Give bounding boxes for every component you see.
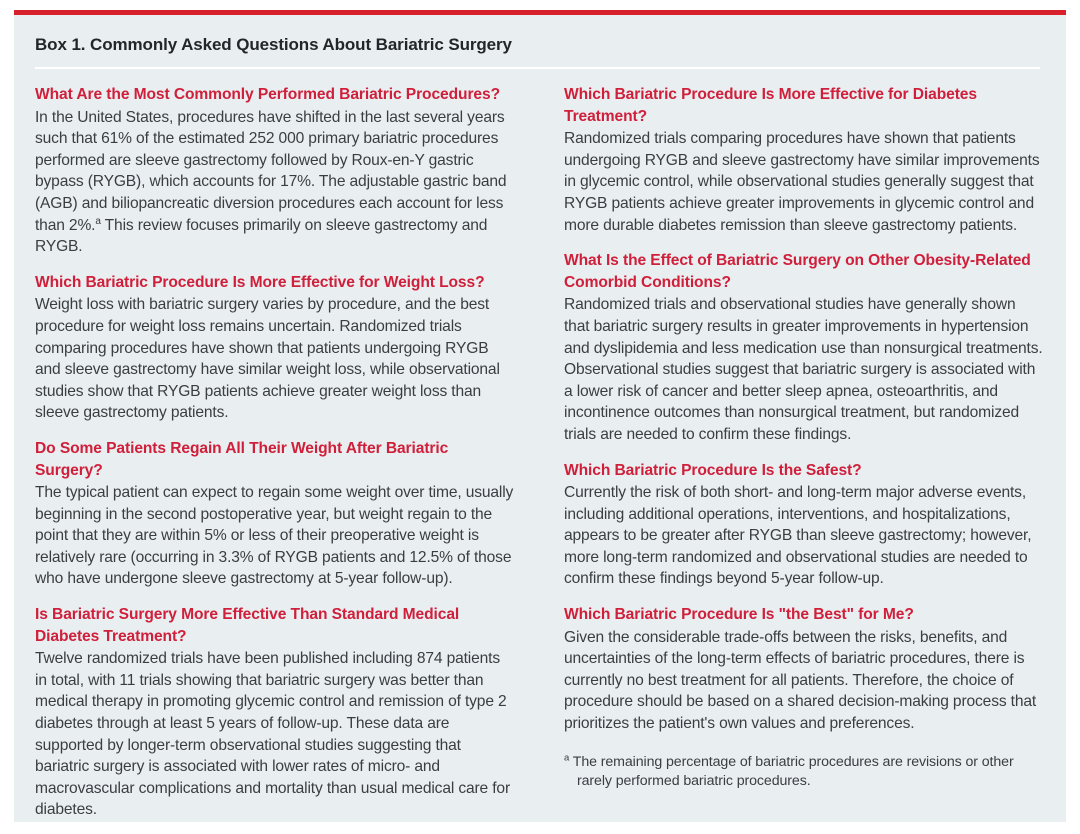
question-heading: Do Some Patients Regain All Their Weight After Bariatric Surgery? — [35, 439, 449, 479]
answer-text-main: In the United States, procedures have shifted in the last several years such that 61% of the estimated 252 000 primary bariatric procedures performed are sleeve gastrectomy followed by Roux-en-Y gastric bypass (RYGB), which accounts for 17%. The adjustable gastric band (AGB) and biliopancreatic diversion procedures each account for less than 2%. — [35, 108, 507, 234]
column-right — [564, 84, 1044, 821]
answer-text: Given the considerable trade-offs between the risks, benefits, and uncertainties of the long-term effects of bariatric procedures, there is currently no best treatment for all patients. Therefore, the choice of procedure should be based on a shared decision-making process that prioritizes the patient's own values and preferences. — [564, 628, 1037, 733]
answer-text: The typical patient can expect to regain some weight over time, usually beginning in the second postoperative year, but weight regain to the point that they are within 5% or less of their preoperative weight is relatively rare (occurring in 3.3% of RYGB patients and 12.5% of those who have undergone sleeve gastrectomy at 5-year follow-up). — [35, 484, 514, 588]
qa-section — [35, 272, 515, 424]
columns-container — [35, 84, 1044, 821]
question-heading: What Are the Most Commonly Performed Bariatric Procedures? — [35, 86, 500, 103]
qa-section — [35, 438, 515, 590]
box-panel — [14, 10, 1066, 822]
qa-section — [35, 604, 515, 821]
qa-section — [564, 460, 1044, 591]
question-heading: Which Bariatric Procedure Is the Safest? — [564, 461, 862, 479]
question-heading: Which Bariatric Procedure Is More Effective for Diabetes Treatment? — [564, 86, 977, 125]
column-left — [35, 84, 515, 821]
question-heading: Which Bariatric Procedure Is More Effective for Weight Loss? — [35, 273, 485, 291]
answer-text: Weight loss with bariatric surgery varies by procedure, and the best procedure for weight loss remains uncertain. Randomized trials comparing procedures have shown that patients undergoing RYGB and sleeve gastrectomy have similar weight loss, while observational studies show that RYGB patients achieve greater weight loss than sleeve gastrectomy patients. — [35, 296, 500, 422]
question-heading: Is Bariatric Surgery More Effective Than Standard Medical Diabetes Treatment? — [35, 606, 460, 645]
answer-text: Randomized trials and observational studies have generally shown that bariatric surgery results in greater improvements in hypertension and dyslipidemia and less medication use than nonsurgical treatments. Observational studies suggest that bariatric surgery is associated with a lower risk of cancer and better sleep apnea, osteoarthritis, and incontinence outcomes than nonsurgical treatment, but randomized trials are needed to confirm these findings. — [564, 296, 1043, 443]
answer-text: Currently the risk of both short- and long-term major adverse events, including additional operations, interventions, and hospitalizations, appears to be greater after RYGB than sleeve gastrectomy; however, more long-term randomized and observational studies are needed to confirm these findings beyond 5-year follow-up. — [564, 484, 1032, 588]
qa-section — [564, 604, 1044, 735]
footnote-text: The remaining percentage of bariatric procedures are revisions or other rarely performed bariatric procedures. — [569, 753, 1014, 790]
footnote-marker: a — [564, 751, 570, 763]
footnote — [564, 753, 1044, 792]
question-heading: What Is the Effect of Bariatric Surgery on Other Obesity-Related Comorbid Conditions? — [564, 252, 1031, 291]
answer-text — [35, 107, 515, 258]
qa-section — [564, 84, 1044, 236]
box-title: Box 1. Commonly Asked Questions About Bariatric Surgery — [35, 35, 512, 54]
footnote-reference-superscript: a — [95, 215, 101, 227]
answer-text: Twelve randomized trials have been published including 874 patients in total, with 11 trials showing that bariatric surgery was better than medical therapy in promoting glycemic control and remission of type 2 diabetes through at least 5 years of follow-up. These data are supported by longer-term observational studies suggesting that bariatric surgery is associated with lower rates of micro- and macrovascular complications and mortality than usual medical care for diabetes. — [35, 650, 510, 819]
qa-section — [564, 250, 1044, 445]
qa-section — [35, 84, 515, 258]
answer-text: Randomized trials comparing procedures have shown that patients undergoing RYGB and sleeve gastrectomy have similar improvements in glycemic control, while observational studies generally suggest that RYGB patients achieve greater improvements in glycemic control and more durable diabetes remission than sleeve gastrectomy patients. — [564, 130, 1040, 234]
question-heading: Which Bariatric Procedure Is "the Best" for Me? — [564, 606, 914, 624]
answer-text-continued: This review focuses primarily on sleeve gastrectomy and RYGB. — [35, 216, 488, 256]
title-divider — [35, 67, 1040, 69]
